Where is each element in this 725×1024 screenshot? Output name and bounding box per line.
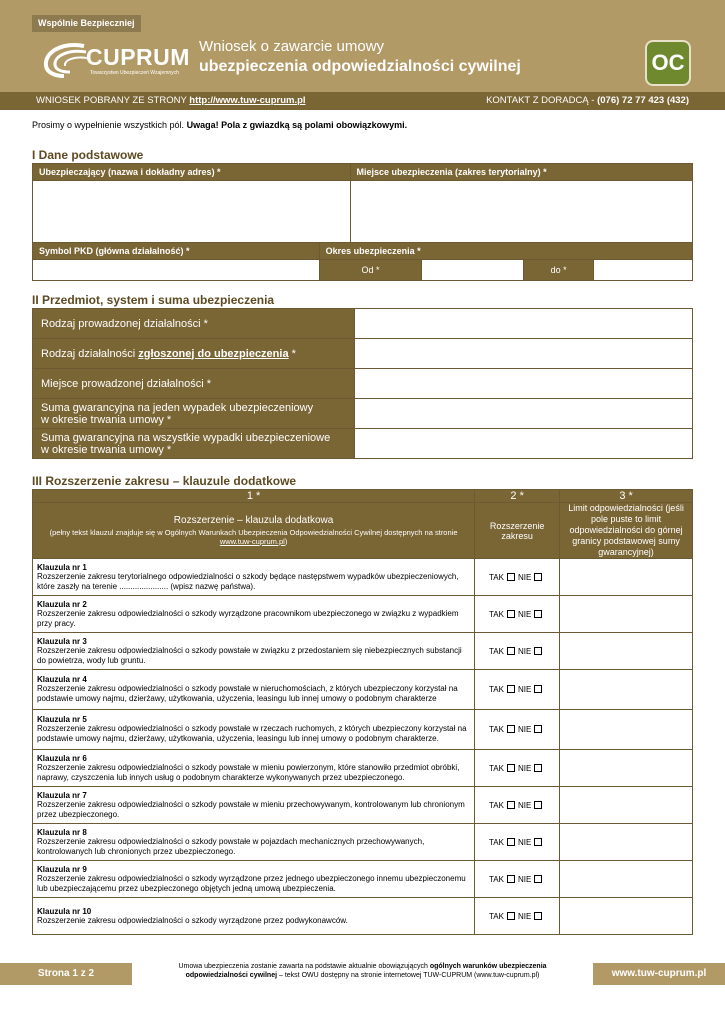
clause-text: Rozszerzenie zakresu odpowiedzialności o szkody powstałe w mieniu powierzonym, które stanowiło przedmiot obróbki, naprawy, czyszczenia lub innych usług o podobnym charakterze wykonywanych przez ubezpieczonego.	[37, 762, 460, 782]
clause-choice	[475, 824, 560, 861]
section-2-title: II Przedmiot, system i suma ubezpieczenia	[32, 293, 275, 307]
download-source	[36, 92, 306, 110]
no-label: NIE	[517, 609, 532, 619]
period-header: Okres ubezpieczenia *	[319, 243, 692, 260]
location-header: Miejsce ubezpieczenia (zakres terytorialny) *	[350, 164, 693, 181]
yes-checkbox[interactable]	[507, 912, 515, 920]
clause-description	[33, 633, 475, 670]
oc-badge: OC	[645, 40, 691, 86]
no-label: NIE	[517, 837, 532, 847]
clause-column-header	[33, 503, 475, 559]
insured-activity-label	[33, 339, 355, 369]
section-1-title: I Dane podstawowe	[32, 148, 144, 162]
no-checkbox[interactable]	[534, 647, 542, 655]
clause-description	[33, 559, 475, 596]
extension-column-header: Rozszerzenie zakresu	[475, 503, 560, 559]
clause-description	[33, 898, 475, 935]
clause-limit-field[interactable]	[560, 898, 693, 935]
yes-checkbox[interactable]	[507, 801, 515, 809]
yes-label: TAK	[488, 685, 504, 694]
insured-activity-field[interactable]	[354, 339, 692, 369]
clause-description	[33, 710, 475, 750]
no-label: NIE	[517, 572, 532, 582]
clause-name: Klauzula nr 3	[37, 636, 87, 646]
insured-activity-emphasis: zgłoszonej do ubezpieczenia	[138, 347, 289, 360]
clause-row	[33, 898, 693, 935]
sum-single-line1: Suma gwarancyjna na jeden wypadek ubezpieczeniowy	[41, 401, 314, 414]
clause-description	[33, 861, 475, 898]
yes-label: TAK	[488, 874, 504, 884]
clause-choice	[475, 787, 560, 824]
url-bar	[0, 92, 725, 110]
clause-limit-field[interactable]	[560, 633, 693, 670]
contact-label: KONTAKT Z DORADCĄ -	[486, 95, 595, 106]
clause-description	[33, 750, 475, 787]
yes-checkbox[interactable]	[507, 685, 515, 693]
yes-checkbox[interactable]	[507, 725, 515, 733]
clause-note-end: )	[284, 537, 288, 546]
clause-limit-field[interactable]	[560, 559, 693, 596]
yes-checkbox[interactable]	[507, 647, 515, 655]
footer-note-b: ogólnych warunków ubezpieczenia odpowiedzialności cywilnej	[185, 963, 547, 979]
activity-place-label: Miejsce prowadzonej działalności *	[33, 369, 355, 399]
clause-choice	[475, 633, 560, 670]
clause-row	[33, 596, 693, 633]
intro-text	[32, 120, 407, 130]
no-label: NIE	[517, 685, 532, 694]
no-label: NIE	[517, 800, 532, 810]
period-to-label: do *	[524, 260, 594, 281]
yes-checkbox[interactable]	[507, 838, 515, 846]
no-checkbox[interactable]	[534, 573, 542, 581]
clause-choice	[475, 670, 560, 710]
sum-single-label	[33, 399, 355, 429]
yes-label: TAK	[488, 609, 504, 619]
contact-phone: (076) 72 77 423 (432)	[597, 95, 689, 106]
clause-choice	[475, 710, 560, 750]
clause-description	[33, 596, 475, 633]
logo-text: CUPRUM	[86, 44, 190, 70]
page-header	[0, 0, 725, 92]
clause-name: Klauzula nr 10	[37, 906, 92, 916]
col-2-number: 2 *	[475, 490, 560, 503]
activity-place-field[interactable]	[354, 369, 692, 399]
sum-total-line2: w okresie trwania umowy *	[41, 443, 172, 456]
section-3-title: III Rozszerzenie zakresu – klauzule dodatkowe	[32, 474, 297, 488]
clause-limit-field[interactable]	[560, 596, 693, 633]
clause-name: Klauzula nr 6	[37, 753, 87, 763]
clause-choice	[475, 750, 560, 787]
yes-checkbox[interactable]	[507, 764, 515, 772]
yes-checkbox[interactable]	[507, 875, 515, 883]
clause-row	[33, 670, 693, 710]
clause-rows	[33, 559, 693, 935]
yes-label: TAK	[488, 572, 504, 582]
no-checkbox[interactable]	[534, 801, 542, 809]
clause-row	[33, 787, 693, 824]
no-checkbox[interactable]	[534, 685, 542, 693]
yes-checkbox[interactable]	[507, 610, 515, 618]
clause-text: Rozszerzenie zakresu odpowiedzialności o szkody powstałe w związku z przedostaniem się niebezpiecznych substancji do powietrza, wody lub gruntu.	[37, 645, 462, 665]
no-checkbox[interactable]	[534, 875, 542, 883]
clause-text: Rozszerzenie zakresu odpowiedzialności o szkody powstałe w pojazdach mechanicznych przechowywanych, kontrolowanych lub chronionych przez ubezpieczonego.	[37, 836, 425, 856]
yes-label: TAK	[488, 800, 504, 810]
pkd-header: Symbol PKD (główna działalność) *	[33, 243, 320, 260]
clause-limit-field[interactable]	[560, 824, 693, 861]
no-label: NIE	[517, 646, 532, 656]
col-1-number: 1 *	[33, 490, 475, 503]
clause-row	[33, 750, 693, 787]
yes-label: TAK	[488, 837, 504, 847]
website-link[interactable]: http://www.tuw-cuprum.pl	[189, 95, 306, 106]
clause-name: Klauzula nr 1	[37, 562, 87, 572]
clause-description	[33, 824, 475, 861]
clause-description	[33, 670, 475, 710]
insurer-field[interactable]	[33, 181, 351, 243]
clause-note-link[interactable]: www.tuw-cuprum.pl	[219, 537, 285, 546]
clause-text: Rozszerzenie zakresu odpowiedzialności o szkody powstałe w mieniu przechowywanym, kontrolowanym lub chronionym przez ubezpieczonego.	[37, 799, 465, 819]
sum-total-field[interactable]	[354, 429, 692, 459]
clause-limit-field[interactable]	[560, 787, 693, 824]
clause-row	[33, 824, 693, 861]
activity-type-label: Rodzaj prowadzonej działalności *	[33, 309, 355, 339]
clause-limit-field[interactable]	[560, 750, 693, 787]
yes-label: TAK	[488, 646, 504, 656]
period-from-field[interactable]	[422, 260, 524, 281]
clause-name: Klauzula nr 8	[37, 827, 87, 837]
clause-text: Rozszerzenie zakresu odpowiedzialności o szkody wyrządzone przez jednego ubezpieczonego innemu ubezpieczonemu lub ubezpieczającemu przez ubezpieczonego objętych jedną umową ubezpieczenia.	[37, 873, 466, 893]
clause-text: Rozszerzenie zakresu odpowiedzialności o szkody wyrządzone pracownikom ubezpieczonego w związku z wypadkiem przy pracy.	[37, 608, 459, 628]
clause-text: Rozszerzenie zakresu terytorialnego odpowiedzialności o szkody będące następstwem wypadków ubezpieczeniowych, które zaszły na terenie ...................... (wpisz nazwę państwa).	[37, 571, 459, 591]
clause-choice	[475, 596, 560, 633]
cuprum-logo	[40, 40, 190, 84]
page-number: Strona 1 z 2	[0, 963, 132, 985]
no-checkbox[interactable]	[534, 838, 542, 846]
clause-description	[33, 787, 475, 824]
activity-type-field[interactable]	[354, 309, 692, 339]
clause-text: Rozszerzenie zakresu odpowiedzialności o szkody wyrządzone przez podwykonawców.	[37, 915, 348, 925]
footer-note-a: Umowa ubezpieczenia zostanie zawarta na podstawie aktualnie obowiązujących	[178, 963, 428, 970]
clause-name: Klauzula nr 2	[37, 599, 87, 609]
footer-note-c: – tekst OWU dostępny na stronie internetowej TUW-CUPRUM (www.tuw-cuprum.pl)	[279, 972, 540, 979]
no-checkbox[interactable]	[534, 725, 542, 733]
intro-warning: Uwaga! Pola z gwiazdką są polami obowiązkowymi.	[186, 120, 408, 130]
clause-name: Klauzula nr 5	[37, 715, 87, 724]
sum-total-label	[33, 429, 355, 459]
contact-info	[486, 92, 689, 110]
period-from-label: Od *	[319, 260, 422, 281]
sum-single-line2: w okresie trwania umowy *	[41, 413, 172, 426]
clause-choice	[475, 898, 560, 935]
clause-name: Klauzula nr 7	[37, 790, 87, 800]
intro-plain: Prosimy o wypełnienie wszystkich pól.	[32, 120, 185, 130]
clause-choice	[475, 559, 560, 596]
yes-label: TAK	[488, 725, 504, 734]
yes-checkbox[interactable]	[507, 573, 515, 581]
clause-name: Klauzula nr 9	[37, 864, 87, 874]
brand-tagline: Wspólnie Bezpieczniej	[32, 15, 141, 32]
no-checkbox[interactable]	[534, 764, 542, 772]
yes-label: TAK	[488, 763, 504, 773]
no-label: NIE	[517, 874, 532, 884]
no-label: NIE	[517, 725, 532, 734]
clause-row	[33, 861, 693, 898]
insured-activity-star: *	[288, 347, 296, 360]
clause-limit-field[interactable]	[560, 861, 693, 898]
subject-table	[32, 308, 693, 459]
period-to-field[interactable]	[594, 260, 693, 281]
clause-column-note	[39, 528, 468, 546]
insurer-header: Ubezpieczający (nazwa i dokładny adres) *	[33, 164, 351, 181]
col-3-number: 3 *	[560, 490, 693, 503]
clause-column-title: Rozszerzenie – klauzula dodatkowa	[173, 515, 334, 526]
clause-limit-field[interactable]	[560, 670, 693, 710]
clause-text: Rozszerzenie zakresu odpowiedzialności o szkody powstałe w nieruchomościach, z których ubezpieczony korzystał na podstawie umowy najmu, dzierżawy, użytkowania, użyczenia, leasingu lub innej umowy o podobnym charakterze	[37, 684, 458, 703]
no-label: NIE	[517, 911, 532, 921]
clause-text: Rozszerzenie zakresu odpowiedzialności o szkody powstałe w rzeczach ruchomych, z których ubezpieczony korzystał na podstawie umowy najmu, dzierżawy, użytkowania, użyczenia, leasingu lub innej umowy o podobnym charakterze.	[37, 724, 467, 743]
clause-row	[33, 559, 693, 596]
no-checkbox[interactable]	[534, 912, 542, 920]
clause-row	[33, 633, 693, 670]
basic-data-table	[32, 163, 693, 281]
download-source-label: WNIOSEK POBRANY ZE STRONY	[36, 95, 187, 106]
no-checkbox[interactable]	[534, 610, 542, 618]
logo-subtitle: Towarzystwo Ubezpieczeń Wzajemnych	[90, 70, 179, 76]
insured-activity-text: Rodzaj działalności	[41, 347, 139, 360]
clause-note-text: (pełny tekst klauzul znajduje się w Ogólnych Warunkach Ubezpieczenia Odpowiedzialności Cywilnej dostępnych na stronie	[49, 528, 458, 537]
footer-note	[150, 962, 575, 980]
form-title-line2: ubezpieczenia odpowiedzialności cywilnej	[199, 58, 521, 75]
clauses-table	[32, 489, 693, 935]
form-title-line1: Wniosek o zawarcie umowy	[199, 38, 385, 55]
location-field[interactable]	[350, 181, 693, 243]
pkd-field[interactable]	[33, 260, 320, 281]
limit-column-header: Limit odpowiedzialności (jeśli pole puste to limit odpowiedzialności do górnej granicy podstawowej sumy gwarancyjnej)	[560, 503, 693, 559]
sum-total-line1: Suma gwarancyjna na wszystkie wypadki ubezpieczeniowe	[41, 431, 331, 444]
no-label: NIE	[517, 763, 532, 773]
clause-choice	[475, 861, 560, 898]
sum-single-field[interactable]	[354, 399, 692, 429]
footer-website[interactable]: www.tuw-cuprum.pl	[593, 963, 725, 985]
clause-row	[33, 710, 693, 750]
clause-name: Klauzula nr 4	[37, 675, 87, 684]
yes-label: TAK	[488, 911, 504, 921]
logo-swoosh-icon	[40, 40, 90, 80]
clause-limit-field[interactable]	[560, 710, 693, 750]
